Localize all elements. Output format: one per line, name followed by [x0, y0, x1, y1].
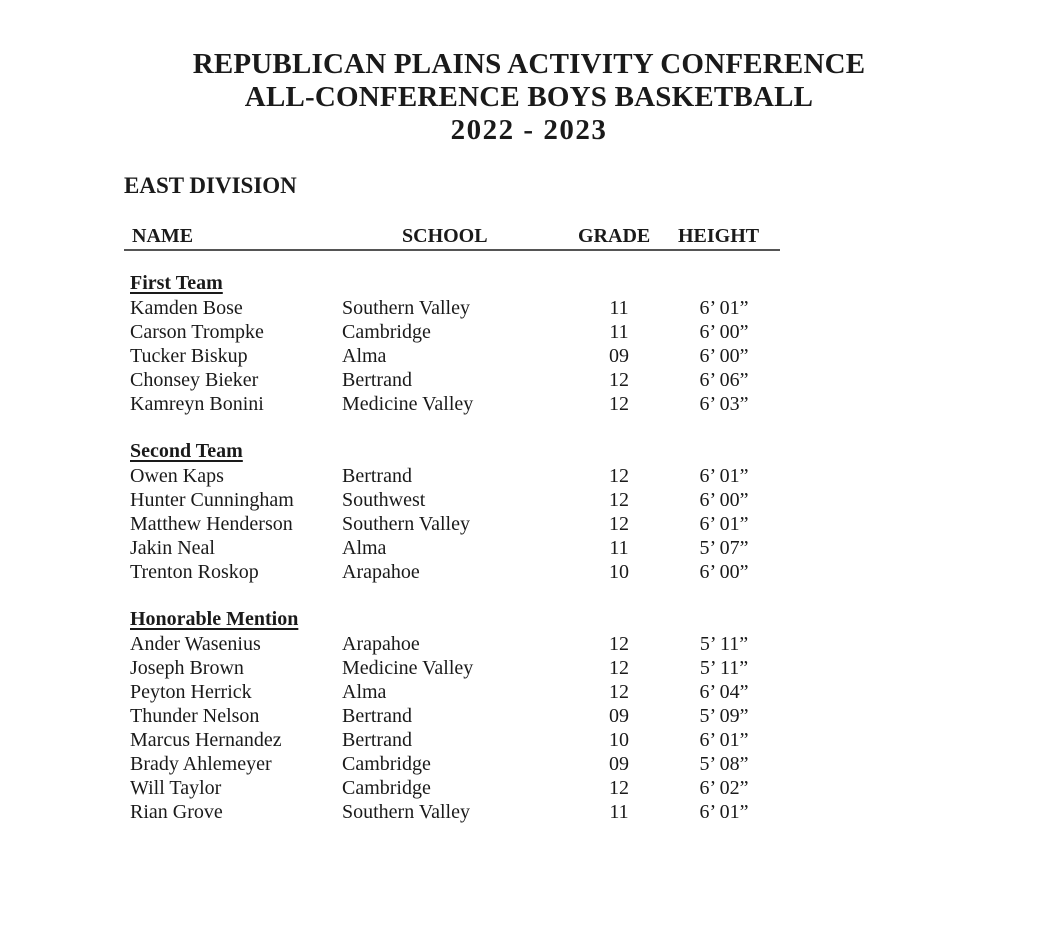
player-height: 6’ 01” [699, 801, 749, 823]
player-name: Will Taylor [130, 777, 222, 799]
player-height: 6’ 01” [699, 465, 749, 487]
player-height: 6’ 01” [699, 297, 749, 319]
player-row [124, 297, 824, 321]
player-height: 5’ 08” [699, 753, 749, 775]
section-title: Second Team [130, 440, 243, 462]
player-height: 6’ 04” [699, 681, 749, 703]
player-row [124, 705, 824, 729]
player-name: Matthew Henderson [130, 513, 293, 535]
player-row [124, 489, 824, 513]
player-name: Hunter Cunningham [130, 489, 294, 511]
player-row [124, 369, 824, 393]
player-height: 6’ 00” [699, 345, 749, 367]
header-height: HEIGHT [678, 225, 760, 247]
player-school: Cambridge [342, 753, 431, 775]
section-title: First Team [130, 272, 223, 294]
header-grade: GRADE [578, 225, 651, 247]
player-name: Rian Grove [130, 801, 223, 823]
document-title [0, 48, 1058, 147]
player-school: Southern Valley [342, 801, 470, 823]
player-grade: 12 [609, 393, 629, 415]
player-school: Bertrand [342, 729, 412, 751]
player-height: 5’ 09” [699, 705, 749, 727]
player-name: Chonsey Bieker [130, 369, 259, 391]
player-school: Southern Valley [342, 513, 470, 535]
player-school: Bertrand [342, 705, 412, 727]
player-grade: 12 [609, 777, 629, 799]
player-row [124, 633, 824, 657]
player-grade: 12 [609, 465, 629, 487]
player-school: Alma [342, 537, 387, 559]
player-height: 6’ 00” [699, 561, 749, 583]
player-school: Alma [342, 345, 387, 367]
player-grade: 12 [609, 489, 629, 511]
player-height: 5’ 11” [699, 657, 749, 679]
player-school: Bertrand [342, 465, 412, 487]
player-school: Cambridge [342, 777, 431, 799]
player-row [124, 801, 824, 825]
player-row [124, 681, 824, 705]
player-row [124, 753, 824, 777]
player-grade: 11 [609, 801, 629, 823]
player-row [124, 393, 824, 417]
player-row [124, 537, 824, 561]
player-name: Owen Kaps [130, 465, 224, 487]
player-grade: 11 [609, 321, 629, 343]
player-school: Arapahoe [342, 633, 420, 655]
sport-title: ALL-CONFERENCE BOYS BASKETBALL [244, 81, 814, 113]
player-height: 5’ 07” [699, 537, 749, 559]
conference-title: REPUBLICAN PLAINS ACTIVITY CONFERENCE [192, 48, 866, 80]
player-row [124, 465, 824, 489]
player-school: Medicine Valley [342, 393, 474, 415]
player-grade: 12 [609, 369, 629, 391]
player-row [124, 345, 824, 369]
section-title: Honorable Mention [130, 608, 299, 630]
player-row [124, 729, 824, 753]
player-name: Kamden Bose [130, 297, 243, 319]
player-grade: 10 [609, 561, 629, 583]
player-grade: 12 [609, 513, 629, 535]
player-height: 6’ 01” [699, 729, 749, 751]
player-grade: 11 [609, 297, 629, 319]
player-height: 6’ 00” [699, 321, 749, 343]
player-name: Kamreyn Bonini [130, 393, 264, 415]
player-name: Tucker Biskup [130, 345, 248, 367]
player-grade: 11 [609, 537, 629, 559]
player-height: 6’ 01” [699, 513, 749, 535]
player-name: Ander Wasenius [130, 633, 261, 655]
player-school: Bertrand [342, 369, 412, 391]
player-name: Joseph Brown [130, 657, 244, 679]
player-name: Marcus Hernandez [130, 729, 282, 751]
player-grade: 12 [609, 681, 629, 703]
header-name: NAME [132, 225, 194, 247]
player-height: 6’ 06” [699, 369, 749, 391]
player-grade: 09 [609, 753, 629, 775]
header-school: SCHOOL [402, 225, 488, 247]
player-row [124, 657, 824, 681]
player-name: Carson Trompke [130, 321, 264, 343]
player-school: Arapahoe [342, 561, 420, 583]
player-name: Trenton Roskop [130, 561, 259, 583]
player-grade: 10 [609, 729, 629, 751]
player-row [124, 561, 824, 585]
player-grade: 12 [609, 633, 629, 655]
player-name: Peyton Herrick [130, 681, 252, 703]
player-height: 6’ 00” [699, 489, 749, 511]
player-height: 6’ 02” [699, 777, 749, 799]
player-school: Medicine Valley [342, 657, 474, 679]
player-school: Alma [342, 681, 387, 703]
player-name: Thunder Nelson [130, 705, 260, 727]
player-row [124, 777, 824, 801]
player-row [124, 513, 824, 537]
column-header-row [124, 225, 780, 251]
player-school: Cambridge [342, 321, 431, 343]
player-school: Southern Valley [342, 297, 470, 319]
player-school: Southwest [342, 489, 426, 511]
player-grade: 12 [609, 657, 629, 679]
player-height: 6’ 03” [699, 393, 749, 415]
player-name: Brady Ahlemeyer [130, 753, 272, 775]
player-grade: 09 [609, 345, 629, 367]
player-height: 5’ 11” [699, 633, 749, 655]
season-title: 2022 - 2023 [450, 114, 608, 146]
player-grade: 09 [609, 705, 629, 727]
division-heading: EAST DIVISION [124, 173, 297, 198]
player-row [124, 321, 824, 345]
player-name: Jakin Neal [130, 537, 215, 559]
